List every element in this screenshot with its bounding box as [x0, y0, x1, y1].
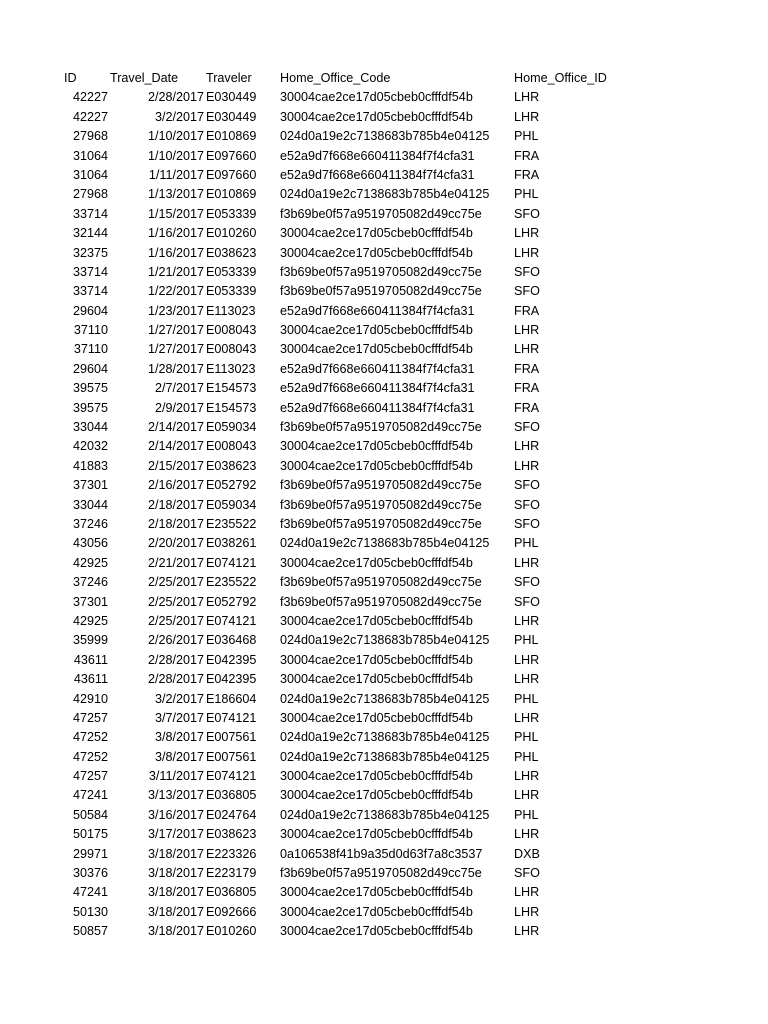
cell-id: 31064 [72, 167, 108, 182]
cell-home-office-code: 30004cae2ce17d05cbeb0cfffdf54b [280, 672, 473, 687]
cell-home-office-code: 30004cae2ce17d05cbeb0cfffdf54b [280, 245, 473, 260]
cell-travel-date: 3/16/2017 [147, 807, 204, 822]
cell-home-office-code: 30004cae2ce17d05cbeb0cfffdf54b [280, 613, 473, 628]
cell-id: 33714 [72, 264, 108, 279]
cell-travel-date: 2/18/2017 [147, 497, 204, 512]
cell-home-office-id: FRA [514, 400, 540, 415]
cell-id: 29604 [72, 303, 108, 318]
table-row [0, 127, 768, 146]
cell-traveler: E008043 [206, 439, 257, 454]
header-home-office-id: Home_Office_ID [514, 71, 607, 85]
table-row [0, 263, 768, 282]
cell-travel-date: 3/7/2017 [154, 710, 204, 725]
cell-traveler: E059034 [206, 420, 257, 435]
cell-id: 35999 [72, 633, 108, 648]
cell-id: 37246 [72, 516, 108, 531]
cell-travel-date: 3/11/2017 [148, 769, 204, 784]
cell-id: 39575 [72, 400, 108, 415]
cell-home-office-code: 024d0a19e2c7138683b785b4e04125 [280, 187, 490, 202]
cell-home-office-id: LHR [514, 827, 540, 842]
cell-traveler: E223179 [206, 866, 257, 881]
cell-home-office-code: f3b69be0f57a9519705082d49cc75e [280, 478, 482, 493]
cell-home-office-id: FRA [514, 167, 540, 182]
table-row [0, 864, 768, 883]
table-row [0, 147, 768, 166]
cell-travel-date: 1/10/2017 [147, 129, 204, 144]
cell-id: 33714 [72, 206, 108, 221]
cell-travel-date: 3/18/2017 [147, 885, 204, 900]
cell-home-office-id: LHR [514, 652, 540, 667]
cell-travel-date: 2/25/2017 [147, 613, 204, 628]
cell-home-office-code: 30004cae2ce17d05cbeb0cfffdf54b [280, 109, 473, 124]
cell-travel-date: 3/2/2017 [154, 109, 204, 124]
cell-home-office-id: PHL [514, 129, 539, 144]
table-row [0, 302, 768, 321]
cell-traveler: E007561 [206, 730, 257, 745]
cell-travel-date: 3/18/2017 [147, 904, 204, 919]
cell-home-office-id: PHL [514, 691, 539, 706]
cell-traveler: E074121 [206, 769, 257, 784]
cell-id: 50857 [72, 924, 108, 939]
cell-id: 29971 [72, 846, 108, 861]
cell-home-office-code: f3b69be0f57a9519705082d49cc75e [280, 264, 482, 279]
header-id: ID [64, 71, 77, 85]
cell-travel-date: 1/27/2017 [147, 323, 204, 338]
cell-home-office-code: e52a9d7f668e660411384f7f4cfa31 [280, 381, 475, 396]
cell-home-office-code: 024d0a19e2c7138683b785b4e04125 [280, 536, 490, 551]
cell-traveler: E223326 [206, 846, 257, 861]
cell-traveler: E092666 [206, 904, 257, 919]
cell-traveler: E059034 [206, 497, 257, 512]
table-row [0, 573, 768, 592]
cell-travel-date: 3/18/2017 [147, 846, 204, 861]
cell-traveler: E010869 [206, 129, 257, 144]
cell-id: 42227 [72, 109, 108, 124]
cell-traveler: E024764 [206, 807, 257, 822]
cell-home-office-id: SFO [514, 497, 540, 512]
cell-travel-date: 1/28/2017 [147, 361, 204, 376]
table-row [0, 476, 768, 495]
cell-id: 50130 [72, 904, 108, 919]
cell-id: 47252 [72, 730, 108, 745]
cell-home-office-code: 024d0a19e2c7138683b785b4e04125 [280, 730, 490, 745]
cell-id: 32144 [72, 226, 108, 241]
cell-travel-date: 1/16/2017 [147, 226, 204, 241]
table-row [0, 670, 768, 689]
cell-home-office-id: LHR [514, 342, 540, 357]
table-row [0, 786, 768, 805]
cell-traveler: E113023 [206, 303, 256, 318]
cell-home-office-id: LHR [514, 555, 540, 570]
cell-traveler: E154573 [206, 400, 257, 415]
table-row [0, 321, 768, 340]
cell-traveler: E235522 [206, 516, 257, 531]
cell-id: 50584 [72, 807, 108, 822]
cell-traveler: E010869 [206, 187, 257, 202]
cell-home-office-id: LHR [514, 788, 540, 803]
cell-home-office-code: f3b69be0f57a9519705082d49cc75e [280, 575, 482, 590]
cell-travel-date: 1/15/2017 [147, 206, 204, 221]
table-row [0, 496, 768, 515]
cell-travel-date: 2/25/2017 [147, 575, 204, 590]
cell-travel-date: 2/15/2017 [147, 458, 204, 473]
cell-traveler: E074121 [206, 710, 257, 725]
table-row [0, 922, 768, 941]
cell-traveler: E042395 [206, 672, 257, 687]
cell-home-office-id: LHR [514, 769, 540, 784]
cell-home-office-id: DXB [514, 846, 540, 861]
cell-id: 27968 [72, 129, 108, 144]
cell-travel-date: 2/25/2017 [147, 594, 204, 609]
cell-travel-date: 2/7/2017 [154, 381, 204, 396]
cell-travel-date: 1/23/2017 [147, 303, 204, 318]
cell-home-office-id: LHR [514, 672, 540, 687]
cell-home-office-code: 30004cae2ce17d05cbeb0cfffdf54b [280, 458, 473, 473]
cell-id: 37301 [72, 478, 108, 493]
cell-home-office-id: SFO [514, 284, 540, 299]
cell-id: 47257 [72, 769, 108, 784]
cell-home-office-code: e52a9d7f668e660411384f7f4cfa31 [280, 361, 475, 376]
cell-travel-date: 2/28/2017 [147, 652, 204, 667]
cell-id: 42910 [72, 691, 108, 706]
cell-home-office-id: LHR [514, 90, 540, 105]
cell-traveler: E036468 [206, 633, 257, 648]
cell-id: 43611 [73, 672, 108, 687]
cell-home-office-code: f3b69be0f57a9519705082d49cc75e [280, 594, 482, 609]
cell-home-office-code: 0a106538f41b9a35d0d63f7a8c3537 [280, 846, 483, 861]
cell-traveler: E008043 [206, 323, 257, 338]
cell-home-office-code: 30004cae2ce17d05cbeb0cfffdf54b [280, 555, 473, 570]
cell-traveler: E038623 [206, 827, 257, 842]
cell-home-office-id: PHL [514, 730, 539, 745]
cell-home-office-code: 30004cae2ce17d05cbeb0cfffdf54b [280, 904, 473, 919]
cell-id: 33044 [72, 420, 108, 435]
cell-traveler: E036805 [206, 788, 257, 803]
cell-traveler: E097660 [206, 167, 257, 182]
cell-traveler: E038261 [206, 536, 257, 551]
cell-travel-date: 3/13/2017 [147, 788, 204, 803]
table-row [0, 515, 768, 534]
table-row [0, 534, 768, 553]
cell-traveler: E010260 [206, 924, 257, 939]
cell-home-office-code: 30004cae2ce17d05cbeb0cfffdf54b [280, 342, 473, 357]
cell-travel-date: 1/16/2017 [147, 245, 204, 260]
cell-traveler: E154573 [206, 381, 257, 396]
table-row [0, 457, 768, 476]
cell-home-office-code: f3b69be0f57a9519705082d49cc75e [280, 420, 482, 435]
cell-travel-date: 3/2/2017 [154, 691, 204, 706]
cell-home-office-code: 30004cae2ce17d05cbeb0cfffdf54b [280, 827, 473, 842]
cell-id: 47241 [72, 885, 108, 900]
cell-home-office-code: f3b69be0f57a9519705082d49cc75e [280, 284, 482, 299]
cell-travel-date: 2/28/2017 [147, 90, 204, 105]
table-row [0, 709, 768, 728]
cell-home-office-id: PHL [514, 633, 539, 648]
cell-home-office-code: 30004cae2ce17d05cbeb0cfffdf54b [280, 769, 473, 784]
cell-home-office-id: LHR [514, 924, 540, 939]
cell-id: 42032 [72, 439, 108, 454]
cell-home-office-id: LHR [514, 323, 540, 338]
cell-travel-date: 1/10/2017 [147, 148, 204, 163]
cell-id: 42925 [72, 613, 108, 628]
cell-home-office-code: f3b69be0f57a9519705082d49cc75e [280, 866, 482, 881]
table-row [0, 379, 768, 398]
cell-id: 39575 [72, 381, 108, 396]
header-travel-date: Travel_Date [110, 71, 179, 85]
table-row [0, 806, 768, 825]
table-row [0, 631, 768, 650]
cell-home-office-id: SFO [514, 866, 540, 881]
cell-id: 31064 [72, 148, 108, 163]
cell-travel-date: 2/20/2017 [147, 536, 204, 551]
cell-home-office-id: LHR [514, 710, 540, 725]
table-body [0, 88, 768, 941]
table-row [0, 282, 768, 301]
cell-home-office-id: FRA [514, 381, 540, 396]
table-row [0, 418, 768, 437]
table-row [0, 185, 768, 204]
table-row [0, 728, 768, 747]
table-row [0, 593, 768, 612]
cell-traveler: E042395 [206, 652, 257, 667]
cell-home-office-code: e52a9d7f668e660411384f7f4cfa31 [280, 148, 475, 163]
cell-travel-date: 2/26/2017 [147, 633, 204, 648]
cell-id: 47241 [72, 788, 108, 803]
cell-home-office-id: LHR [514, 245, 540, 260]
cell-home-office-code: 30004cae2ce17d05cbeb0cfffdf54b [280, 323, 473, 338]
cell-home-office-code: 30004cae2ce17d05cbeb0cfffdf54b [280, 90, 473, 105]
cell-id: 30376 [72, 866, 108, 881]
cell-traveler: E235522 [206, 575, 257, 590]
cell-id: 42925 [72, 555, 108, 570]
cell-traveler: E053339 [206, 206, 257, 221]
cell-home-office-id: PHL [514, 807, 539, 822]
cell-home-office-id: LHR [514, 109, 540, 124]
cell-id: 37110 [73, 323, 108, 338]
table-row [0, 767, 768, 786]
cell-home-office-id: FRA [514, 303, 540, 318]
cell-travel-date: 2/9/2017 [154, 400, 204, 415]
table-row [0, 825, 768, 844]
cell-home-office-id: LHR [514, 458, 540, 473]
cell-travel-date: 3/17/2017 [147, 827, 204, 842]
cell-traveler: E010260 [206, 226, 257, 241]
table-row [0, 108, 768, 127]
cell-home-office-code: f3b69be0f57a9519705082d49cc75e [280, 497, 482, 512]
cell-home-office-code: f3b69be0f57a9519705082d49cc75e [280, 516, 482, 531]
cell-id: 42227 [72, 90, 108, 105]
table-row [0, 883, 768, 902]
cell-home-office-code: 30004cae2ce17d05cbeb0cfffdf54b [280, 710, 473, 725]
cell-home-office-id: LHR [514, 613, 540, 628]
table-row [0, 244, 768, 263]
cell-home-office-id: FRA [514, 361, 540, 376]
cell-home-office-id: PHL [514, 749, 539, 764]
cell-home-office-id: PHL [514, 536, 539, 551]
cell-travel-date: 1/13/2017 [147, 187, 204, 202]
cell-home-office-id: SFO [514, 206, 540, 221]
cell-home-office-id: LHR [514, 439, 540, 454]
table-row [0, 399, 768, 418]
cell-home-office-id: PHL [514, 187, 539, 202]
table-row [0, 845, 768, 864]
cell-id: 37246 [72, 575, 108, 590]
cell-id: 41883 [72, 458, 108, 473]
cell-home-office-code: f3b69be0f57a9519705082d49cc75e [280, 206, 482, 221]
table-row [0, 651, 768, 670]
cell-home-office-code: 024d0a19e2c7138683b785b4e04125 [280, 749, 490, 764]
cell-travel-date: 1/21/2017 [147, 264, 204, 279]
cell-traveler: E038623 [206, 245, 257, 260]
cell-travel-date: 3/18/2017 [147, 866, 204, 881]
cell-travel-date: 2/16/2017 [147, 478, 204, 493]
header-traveler: Traveler [206, 71, 252, 85]
cell-traveler: E036805 [206, 885, 257, 900]
cell-travel-date: 2/21/2017 [147, 555, 204, 570]
cell-home-office-code: 30004cae2ce17d05cbeb0cfffdf54b [280, 226, 473, 241]
header-home-office-code: Home_Office_Code [280, 71, 391, 85]
cell-travel-date: 1/11/2017 [148, 167, 204, 182]
table-row [0, 166, 768, 185]
cell-travel-date: 1/27/2017 [147, 342, 204, 357]
cell-travel-date: 2/14/2017 [147, 439, 204, 454]
cell-traveler: E052792 [206, 478, 257, 493]
cell-home-office-id: LHR [514, 885, 540, 900]
cell-home-office-id: FRA [514, 148, 540, 163]
cell-home-office-id: SFO [514, 516, 540, 531]
cell-home-office-id: SFO [514, 420, 540, 435]
cell-home-office-code: 30004cae2ce17d05cbeb0cfffdf54b [280, 439, 473, 454]
cell-travel-date: 3/18/2017 [147, 924, 204, 939]
cell-traveler: E052792 [206, 594, 257, 609]
cell-home-office-code: 024d0a19e2c7138683b785b4e04125 [280, 807, 490, 822]
cell-travel-date: 2/28/2017 [147, 672, 204, 687]
cell-traveler: E008043 [206, 342, 257, 357]
cell-traveler: E053339 [206, 264, 257, 279]
table-row [0, 748, 768, 767]
cell-traveler: E030449 [206, 90, 257, 105]
cell-traveler: E097660 [206, 148, 257, 163]
cell-travel-date: 3/8/2017 [154, 749, 204, 764]
table-row [0, 360, 768, 379]
cell-home-office-id: SFO [514, 594, 540, 609]
cell-travel-date: 1/22/2017 [147, 284, 204, 299]
cell-id: 43611 [73, 652, 108, 667]
cell-travel-date: 3/8/2017 [154, 730, 204, 745]
cell-id: 43056 [72, 536, 108, 551]
cell-travel-date: 2/14/2017 [147, 420, 204, 435]
cell-id: 29604 [72, 361, 108, 376]
cell-home-office-code: e52a9d7f668e660411384f7f4cfa31 [280, 303, 475, 318]
cell-traveler: E186604 [206, 691, 257, 706]
cell-traveler: E113023 [206, 361, 256, 376]
cell-traveler: E030449 [206, 109, 257, 124]
table-row [0, 554, 768, 573]
cell-id: 33714 [72, 284, 108, 299]
cell-home-office-code: 30004cae2ce17d05cbeb0cfffdf54b [280, 788, 473, 803]
cell-home-office-code: e52a9d7f668e660411384f7f4cfa31 [280, 167, 475, 182]
table-row [0, 690, 768, 709]
cell-id: 32375 [72, 245, 108, 260]
table-row [0, 612, 768, 631]
cell-home-office-id: SFO [514, 575, 540, 590]
table-row [0, 903, 768, 922]
cell-home-office-code: 024d0a19e2c7138683b785b4e04125 [280, 691, 490, 706]
cell-id: 33044 [72, 497, 108, 512]
cell-home-office-code: 024d0a19e2c7138683b785b4e04125 [280, 633, 490, 648]
cell-home-office-code: 30004cae2ce17d05cbeb0cfffdf54b [280, 924, 473, 939]
cell-home-office-id: SFO [514, 264, 540, 279]
table-header-row [0, 69, 768, 88]
cell-id: 27968 [72, 187, 108, 202]
cell-traveler: E007561 [206, 749, 257, 764]
cell-id: 47252 [72, 749, 108, 764]
table-row [0, 340, 768, 359]
cell-traveler: E074121 [206, 613, 257, 628]
cell-id: 47257 [72, 710, 108, 725]
table-row [0, 224, 768, 243]
cell-home-office-code: 30004cae2ce17d05cbeb0cfffdf54b [280, 652, 473, 667]
cell-traveler: E074121 [206, 555, 257, 570]
cell-home-office-id: LHR [514, 904, 540, 919]
cell-home-office-code: 024d0a19e2c7138683b785b4e04125 [280, 129, 490, 144]
cell-id: 37301 [72, 594, 108, 609]
table-row [0, 88, 768, 107]
cell-id: 37110 [73, 342, 108, 357]
cell-id: 50175 [72, 827, 108, 842]
cell-home-office-code: 30004cae2ce17d05cbeb0cfffdf54b [280, 885, 473, 900]
cell-home-office-id: LHR [514, 226, 540, 241]
cell-home-office-id: SFO [514, 478, 540, 493]
cell-traveler: E053339 [206, 284, 257, 299]
table-row [0, 205, 768, 224]
table-row [0, 437, 768, 456]
cell-home-office-code: e52a9d7f668e660411384f7f4cfa31 [280, 400, 475, 415]
cell-traveler: E038623 [206, 458, 257, 473]
travel-records-table [0, 69, 768, 942]
cell-travel-date: 2/18/2017 [147, 516, 204, 531]
